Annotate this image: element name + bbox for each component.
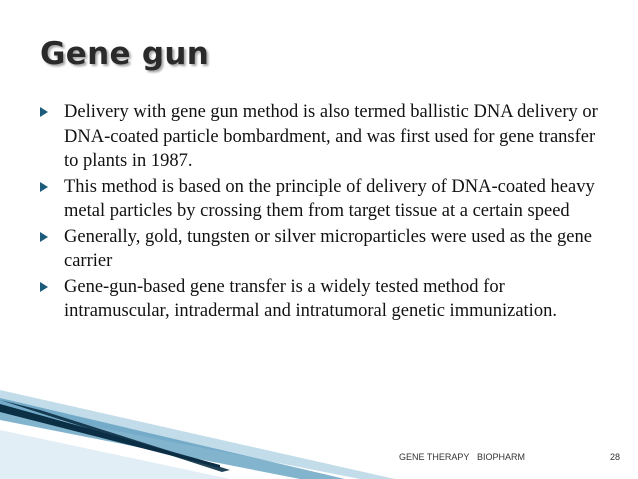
triangle-bullet-icon xyxy=(40,232,48,242)
triangle-bullet-icon xyxy=(40,282,48,292)
bullet-text: Delivery with gene gun method is also termed ballistic DNA delivery or DNA-coated particle bombardment, and was first used for gene transfer to plants in 1987. xyxy=(64,102,598,171)
bullet-list xyxy=(40,100,610,325)
footer-topic: GENE THERAPY xyxy=(399,452,470,462)
triangle-bullet-icon xyxy=(40,182,48,192)
triangle-bullet-icon xyxy=(40,107,48,117)
bullet-item xyxy=(40,100,610,174)
bullet-item xyxy=(40,225,610,274)
bullet-text: This method is based on the principle of delivery of DNA-coated heavy metal particles by crossing them from target tissue at a certain speed xyxy=(64,176,595,221)
bullet-text: Generally, gold, tungsten or silver microparticles were used as the gene carrier xyxy=(64,226,592,271)
page-number: 28 xyxy=(610,452,621,462)
slide-title: Gene gun xyxy=(40,36,210,72)
footer-course: BIOPHARM xyxy=(477,452,526,462)
bullet-text: Gene-gun-based gene transfer is a widely tested method for intramuscular, intradermal and intratumoral genetic immunization. xyxy=(64,276,557,321)
decorative-swoosh xyxy=(0,360,400,479)
bullet-item xyxy=(40,175,610,224)
bullet-item xyxy=(40,275,610,324)
